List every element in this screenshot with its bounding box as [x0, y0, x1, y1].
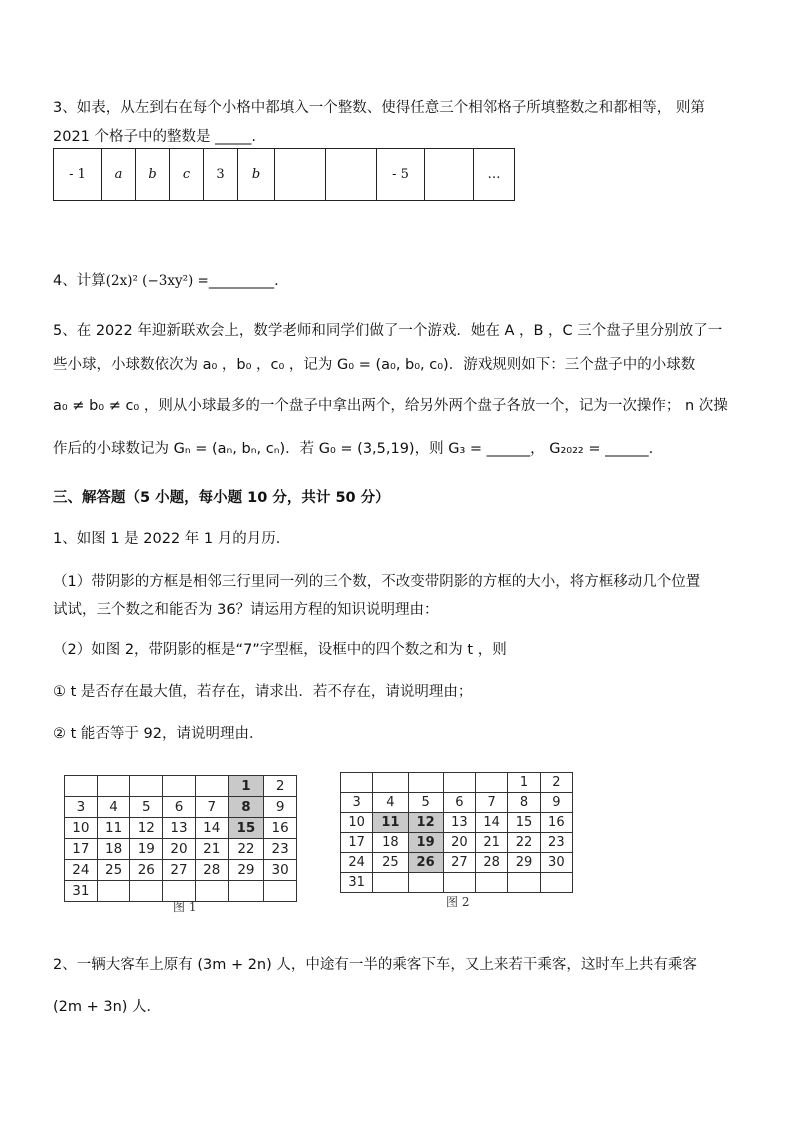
q3-integer-grid [53, 148, 515, 201]
calendar-cell [373, 773, 408, 793]
calendar-cell: 21 [195, 839, 228, 860]
calendar-cell: 17 [65, 839, 98, 860]
calendar-cell: 2 [264, 776, 297, 797]
calendar-figure-2 [340, 772, 573, 893]
calendar-cell [97, 776, 130, 797]
calendar-row [65, 839, 297, 860]
calendar-cell [476, 773, 508, 793]
calendar-cell: 14 [195, 818, 228, 839]
calendar-cell [228, 881, 264, 902]
calendar-cell: 8 [228, 797, 264, 818]
calendar-cell: 28 [195, 860, 228, 881]
calendar-cell: 22 [228, 839, 264, 860]
p1-part1-line1: （1）带阴影的方框是相邻三行里同一列的三个数，不改变带阴影的方框的大小，将方框移动几个位置 [53, 574, 701, 590]
grid-cell: b [136, 149, 170, 201]
p1-sub2: ② t 能否等于 92，请说明理由． [53, 726, 264, 742]
calendar-cell: 22 [508, 833, 540, 853]
calendar-cell: 5 [130, 797, 163, 818]
calendar-cell: 27 [163, 860, 196, 881]
calendar-cell [408, 773, 443, 793]
calendar-row [341, 793, 573, 813]
calendar-cell: 10 [341, 813, 373, 833]
calendar-cell [163, 776, 196, 797]
grid-cell: 3 [204, 149, 238, 201]
grid-cell [326, 149, 377, 201]
grid-cell: a [102, 149, 136, 201]
calendar-cell [130, 776, 163, 797]
calendar-cell: 15 [508, 813, 540, 833]
calendar-cell [195, 776, 228, 797]
q3-text-line1: 3、如表，从左到右在每个小格中都填入一个整数、使得任意三个相邻格子所填整数之和都相等， 则第 [53, 100, 705, 116]
grid-cell [275, 149, 326, 201]
calendar-cell: 19 [130, 839, 163, 860]
calendar-cell: 31 [341, 873, 373, 893]
calendar-cell: 5 [408, 793, 443, 813]
calendar-cell: 29 [228, 860, 264, 881]
q4-end: . [274, 273, 279, 289]
calendar-cell: 20 [443, 833, 475, 853]
calendar-cell [540, 873, 572, 893]
calendar-cell [195, 881, 228, 902]
q5-text-line4: 作后的小球数记为 Gₙ = (aₙ, bₙ, cₙ)．若 G₀ = (3,5,19)，则 G₃ = ______， G₂₀₂₂ = ______. [53, 441, 654, 457]
q3-text-prefix: 2021 个格子中的整数是 [53, 129, 211, 145]
calendar-row [65, 860, 297, 881]
grid-cell: c [170, 149, 204, 201]
q4-text [53, 271, 279, 291]
calendar-cell: 1 [228, 776, 264, 797]
calendar-cell: 23 [540, 833, 572, 853]
calendar-cell [508, 873, 540, 893]
calendar-cell: 16 [264, 818, 297, 839]
calendar-cell: 25 [373, 853, 408, 873]
calendar-cell: 23 [264, 839, 297, 860]
p1-intro: 1、如图 1 是 2022 年 1 月的月历． [53, 531, 291, 547]
calendar-cell: 28 [476, 853, 508, 873]
calendar-cell: 17 [341, 833, 373, 853]
calendar-cell [130, 881, 163, 902]
grid-cell: … [474, 149, 515, 201]
calendar-cell: 15 [228, 818, 264, 839]
p1-part1-line2: 试试，三个数之和能否为 36？请运用方程的知识说明理由： [53, 602, 439, 618]
q4-answer-blank: _________ [208, 273, 275, 289]
calendar-cell: 30 [264, 860, 297, 881]
calendar-cell: 31 [65, 881, 98, 902]
calendar-cell: 14 [476, 813, 508, 833]
p2-line1: 2、一辆大客车上原有 (3m + 2n) 人，中途有一半的乘客下车，又上来若干乘客，这时车上共有乘客 [53, 957, 697, 973]
figure-1-caption: 图 1 [173, 900, 197, 914]
calendar-row [65, 818, 297, 839]
calendar-row [341, 853, 573, 873]
calendar-row [65, 797, 297, 818]
calendar-cell [65, 776, 98, 797]
q4-prefix: 4、计算 [53, 273, 106, 289]
calendar-cell: 18 [97, 839, 130, 860]
calendar-cell: 3 [65, 797, 98, 818]
q5-text-line3: a₀ ≠ b₀ ≠ c₀ ，则从小球最多的一个盘子中拿出两个，给另外两个盘子各放一个，记为一次操作； n 次操 [53, 398, 728, 414]
calendar-cell: 13 [443, 813, 475, 833]
calendar-cell: 30 [540, 853, 572, 873]
q4-expression: (2x)² (−3xy²) = [105, 273, 209, 289]
calendar-cell: 12 [130, 818, 163, 839]
calendar-row [341, 873, 573, 893]
calendar-cell: 9 [264, 797, 297, 818]
grid-cell: b [238, 149, 275, 201]
calendar-cell: 13 [163, 818, 196, 839]
calendar-cell: 18 [373, 833, 408, 853]
calendar-cell: 26 [408, 853, 443, 873]
calendar-cell: 10 [65, 818, 98, 839]
calendar-cell: 9 [540, 793, 572, 813]
calendar-cell: 24 [65, 860, 98, 881]
calendar-cell: 1 [508, 773, 540, 793]
calendar-cell [408, 873, 443, 893]
calendar-cell: 6 [443, 793, 475, 813]
calendar-cell: 20 [163, 839, 196, 860]
calendar-cell: 11 [97, 818, 130, 839]
grid-cell: - 5 [377, 149, 425, 201]
q3-text-end: . [251, 129, 256, 145]
calendar-cell: 7 [476, 793, 508, 813]
calendar-cell: 8 [508, 793, 540, 813]
calendar-cell [264, 881, 297, 902]
calendar-cell [97, 881, 130, 902]
q5-text-line1: 5、在 2022 年迎新联欢会上，数学老师和同学们做了一个游戏．她在 A ，B ，C 三个盘子里分别放了一 [53, 323, 723, 339]
calendar-cell: 2 [540, 773, 572, 793]
calendar-cell [373, 873, 408, 893]
q3-text-line2 [53, 127, 256, 147]
calendar-cell [443, 873, 475, 893]
calendar-cell: 21 [476, 833, 508, 853]
calendar-row [65, 776, 297, 797]
q3-answer-blank: _____ [215, 129, 252, 145]
figure-2-caption: 图 2 [446, 895, 470, 909]
calendar-cell [341, 773, 373, 793]
calendar-cell: 25 [97, 860, 130, 881]
calendar-cell: 16 [540, 813, 572, 833]
q5-text-line2: 些小球，小球数依次为 a₀ ，b₀ ，c₀ ，记为 G₀ = (a₀, b₀, c₀)．游戏规则如下：三个盘子中的小球数 [53, 357, 696, 373]
calendar-figure-1 [64, 775, 297, 902]
calendar-cell: 4 [97, 797, 130, 818]
p1-sub1: ① t 是否存在最大值，若存在，请求出．若不存在，请说明理由； [53, 684, 473, 700]
calendar-cell: 19 [408, 833, 443, 853]
calendar-cell: 4 [373, 793, 408, 813]
calendar-cell: 27 [443, 853, 475, 873]
grid-cell: - 1 [54, 149, 102, 201]
calendar-cell: 11 [373, 813, 408, 833]
calendar-cell: 7 [195, 797, 228, 818]
calendar-cell [476, 873, 508, 893]
calendar-cell [443, 773, 475, 793]
calendar-cell: 3 [341, 793, 373, 813]
calendar-cell: 12 [408, 813, 443, 833]
q3-grid-row [54, 149, 515, 201]
section-heading: 三、解答题（5 小题，每小题 10 分，共计 50 分） [53, 490, 390, 506]
p1-part2: （2）如图 2，带阴影的框是“7”字型框，设框中的四个数之和为 t ，则 [53, 642, 507, 658]
calendar-cell: 6 [163, 797, 196, 818]
grid-cell [425, 149, 474, 201]
calendar-cell: 26 [130, 860, 163, 881]
calendar-row [341, 773, 573, 793]
calendar-cell: 29 [508, 853, 540, 873]
calendar-row [341, 813, 573, 833]
calendar-row [341, 833, 573, 853]
p2-line2: (2m + 3n) 人． [53, 999, 162, 1015]
calendar-cell: 24 [341, 853, 373, 873]
